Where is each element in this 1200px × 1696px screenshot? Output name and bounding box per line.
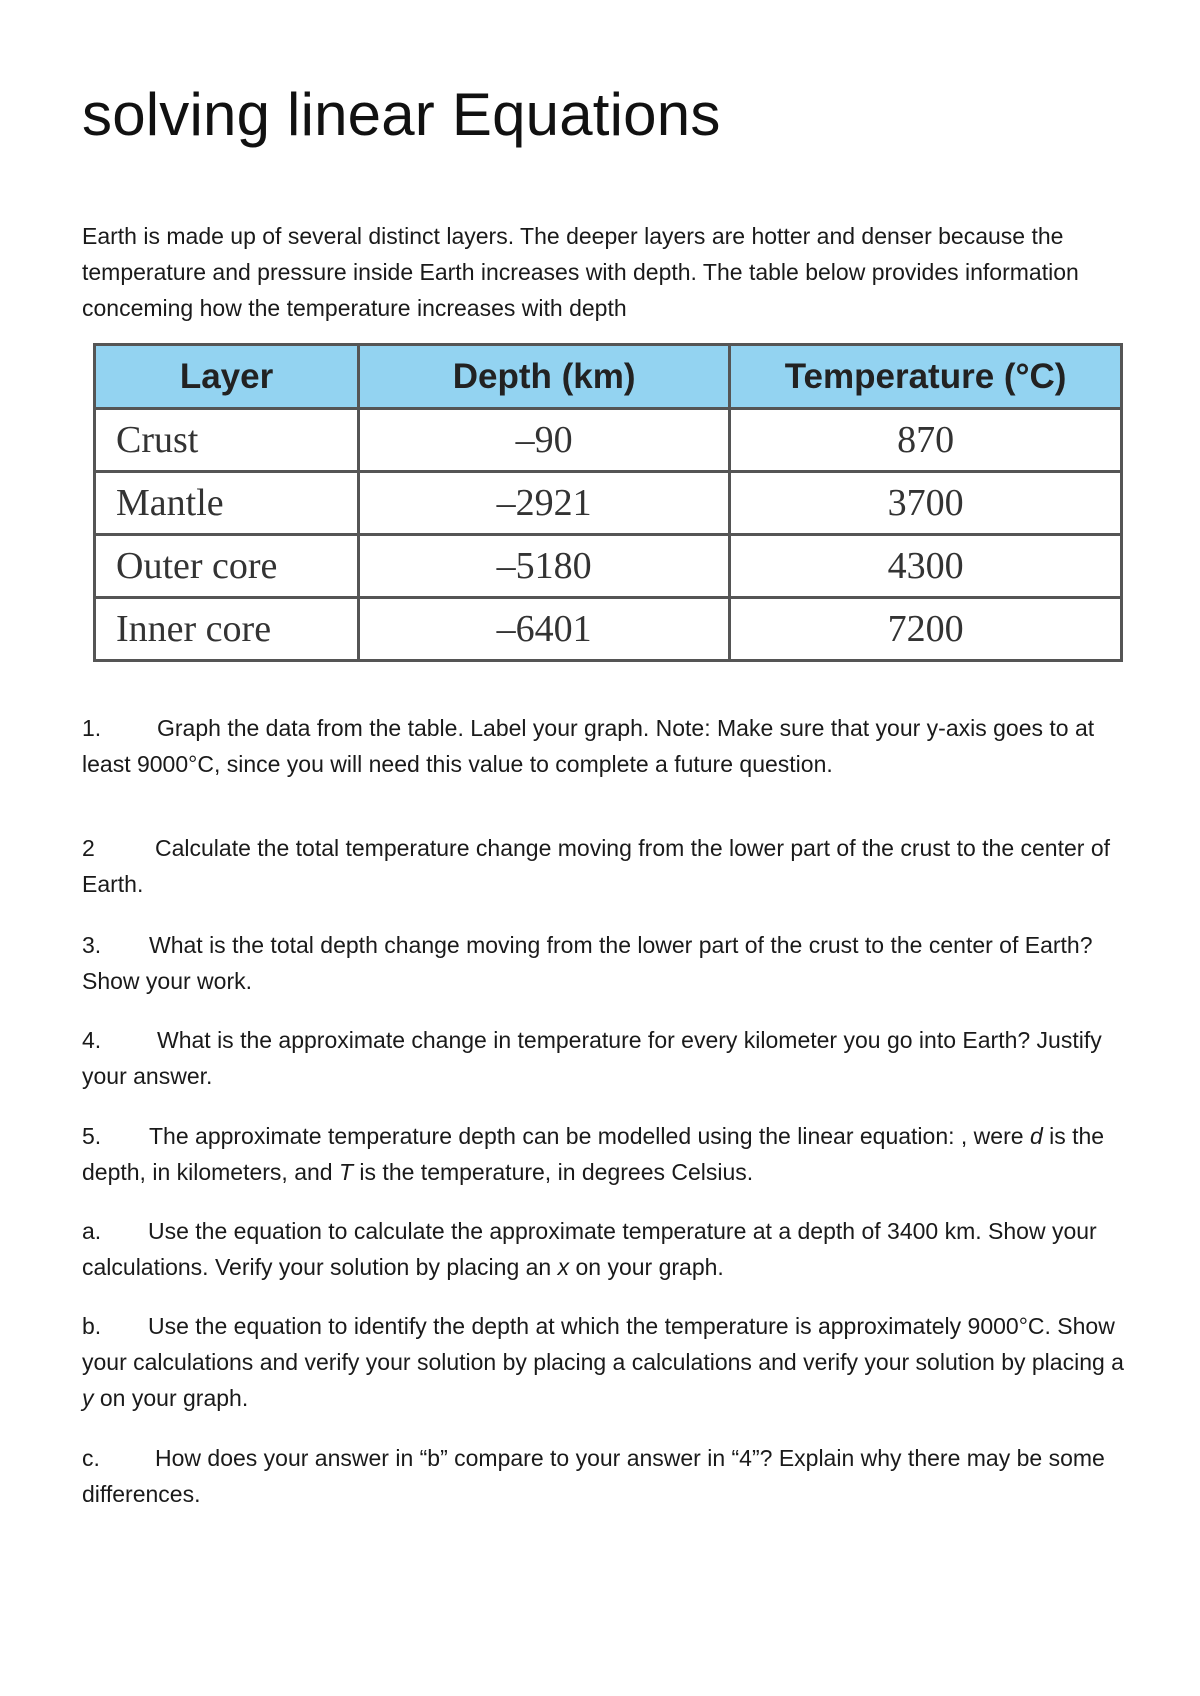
header-layer: Layer xyxy=(95,345,359,409)
cell-depth: –90 xyxy=(359,409,730,472)
variable-x: x xyxy=(557,1254,570,1280)
question-text: How does your answer in “b” compare to your answer in “4”? Explain why there may be some differences. xyxy=(82,1445,1105,1507)
cell-layer: Outer core xyxy=(95,535,359,598)
question-number: 1. xyxy=(82,715,102,741)
earth-layers-table xyxy=(93,343,1123,662)
cell-depth: –5180 xyxy=(359,535,730,598)
intro-paragraph: Earth is made up of several distinct layers. The deeper layers are hotter and denser because the temperature and pressure inside Earth increases with depth. The table below provides information conceming how the temperature increases with depth xyxy=(82,223,1079,321)
cell-temperature: 3700 xyxy=(730,472,1122,535)
table-row xyxy=(95,472,1122,535)
question-text: Use the equation to calculate the approximate temperature at a depth of 3400 km. Show your calculations. Verify your solution by placing an xyxy=(82,1218,1097,1280)
cell-temperature: 870 xyxy=(730,409,1122,472)
question-5 xyxy=(82,1118,1127,1190)
question-text: What is the total depth change moving from the lower part of the crust to the center of Earth? Show your work. xyxy=(82,932,1093,994)
cell-layer: Crust xyxy=(95,409,359,472)
question-number: 3. xyxy=(82,932,102,958)
question-text: is the depth, in kilometers, and xyxy=(82,1123,1105,1185)
question-5c xyxy=(82,1440,1127,1512)
question-5a xyxy=(82,1213,1127,1285)
question-text: Calculate the total temperature change moving from the lower part of the crust to the center of Earth. xyxy=(82,835,1111,897)
question-number: c. xyxy=(82,1445,100,1471)
question-text: on your graph. xyxy=(93,1385,249,1411)
question-4 xyxy=(82,1022,1127,1094)
question-text: on your graph. xyxy=(569,1254,724,1280)
header-temperature: Temperature (°C) xyxy=(730,345,1122,409)
table-row xyxy=(95,535,1122,598)
question-3 xyxy=(82,927,1127,999)
cell-layer: Mantle xyxy=(95,472,359,535)
question-text: is the temperature, in degrees Celsius. xyxy=(353,1159,754,1185)
cell-depth: –6401 xyxy=(359,598,730,661)
question-number: 5. xyxy=(82,1123,102,1149)
question-number: 2 xyxy=(82,835,95,861)
cell-temperature: 4300 xyxy=(730,535,1122,598)
header-depth: Depth (km) xyxy=(359,345,730,409)
table-header-row xyxy=(95,345,1122,409)
question-text: Use the equation to identify the depth at which the temperature is approximately 9000°C. Show your calculations and verify your solution by placing a calculations and verify your solution by placing a xyxy=(82,1313,1124,1375)
question-text: The approximate temperature depth can be modelled using the linear equation: , were xyxy=(149,1123,1030,1149)
question-text: What is the approximate change in temperature for every kilometer you go into Earth? Justify your answer. xyxy=(82,1027,1102,1089)
variable-d: d xyxy=(1029,1123,1043,1149)
question-text: Graph the data from the table. Label your graph. Note: Make sure that your y-axis goes to at least 9000°C, since you will need this value to complete a future question. xyxy=(82,715,1095,777)
page-title: solving linear Equations xyxy=(82,81,721,148)
table-row xyxy=(95,409,1122,472)
variable-t: T xyxy=(338,1159,354,1185)
cell-layer: Inner core xyxy=(95,598,359,661)
question-5b xyxy=(82,1308,1127,1416)
question-2 xyxy=(82,830,1127,902)
question-number: b. xyxy=(82,1313,102,1339)
question-number: 4. xyxy=(82,1027,102,1053)
cell-temperature: 7200 xyxy=(730,598,1122,661)
table-row xyxy=(95,598,1122,661)
question-1 xyxy=(82,710,1127,782)
variable-y: y xyxy=(82,1385,94,1411)
question-number: a. xyxy=(82,1218,102,1244)
cell-depth: –2921 xyxy=(359,472,730,535)
